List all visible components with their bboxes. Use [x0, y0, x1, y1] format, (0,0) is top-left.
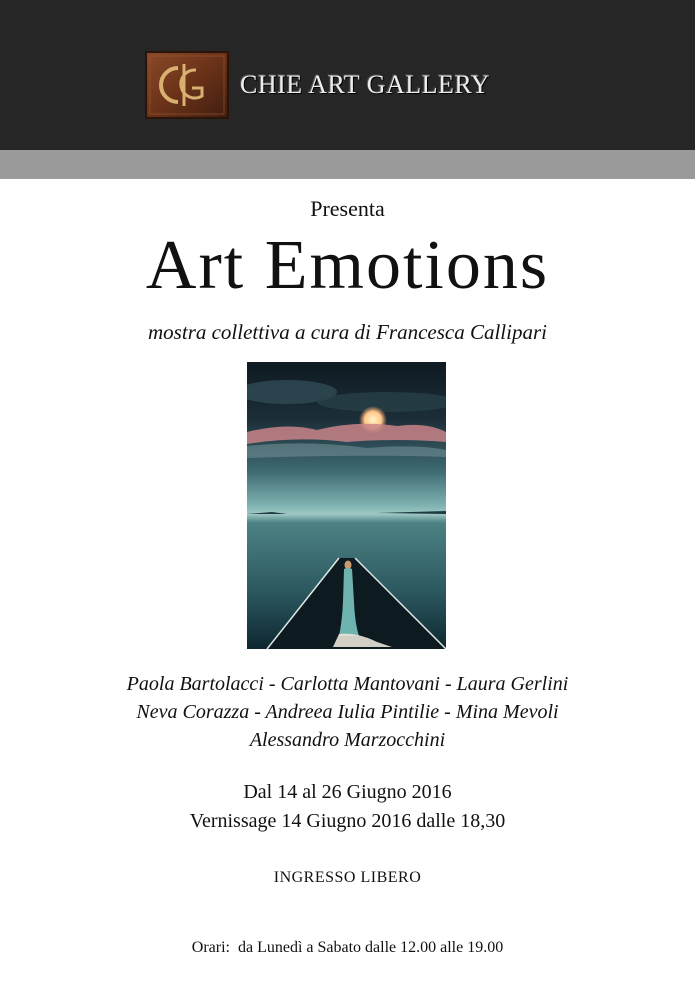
date-period: Dal 14 al 26 Giugno 2016: [243, 781, 452, 803]
exhibition-subtitle: mostra collettiva a cura di Francesca Callipari: [148, 320, 547, 344]
featured-artwork: [247, 362, 446, 649]
artists-line-2: Neva Corazza - Andreea Iulia Pintilie - Mina Mevoli: [136, 701, 559, 723]
header-band: [0, 150, 695, 179]
opening-hours-value: da Lunedì a Sabato dalle 12.00 alle 19.00: [237, 939, 504, 956]
opening-hours-label: Orari:: [191, 939, 230, 956]
gallery-logo: [144, 50, 230, 120]
artists-line-3: Alessandro Marzocchini: [249, 729, 446, 751]
gallery-name: CHIE ART GALLERY: [240, 70, 491, 99]
exhibition-dates: [0, 778, 695, 836]
artists-list: [0, 670, 695, 754]
artists-line-1: Paola Bartolacci - Carlotta Mantovani - Laura Gerlini: [126, 673, 569, 695]
exhibition-title: Art Emotions: [145, 227, 550, 304]
opening-hours: [0, 939, 695, 957]
vernissage-date: Vernissage 14 Giugno 2016 dalle 18,30: [189, 810, 506, 832]
presenta-label: Presenta: [310, 196, 385, 221]
free-entry-notice: INGRESSO LIBERO: [273, 869, 422, 886]
